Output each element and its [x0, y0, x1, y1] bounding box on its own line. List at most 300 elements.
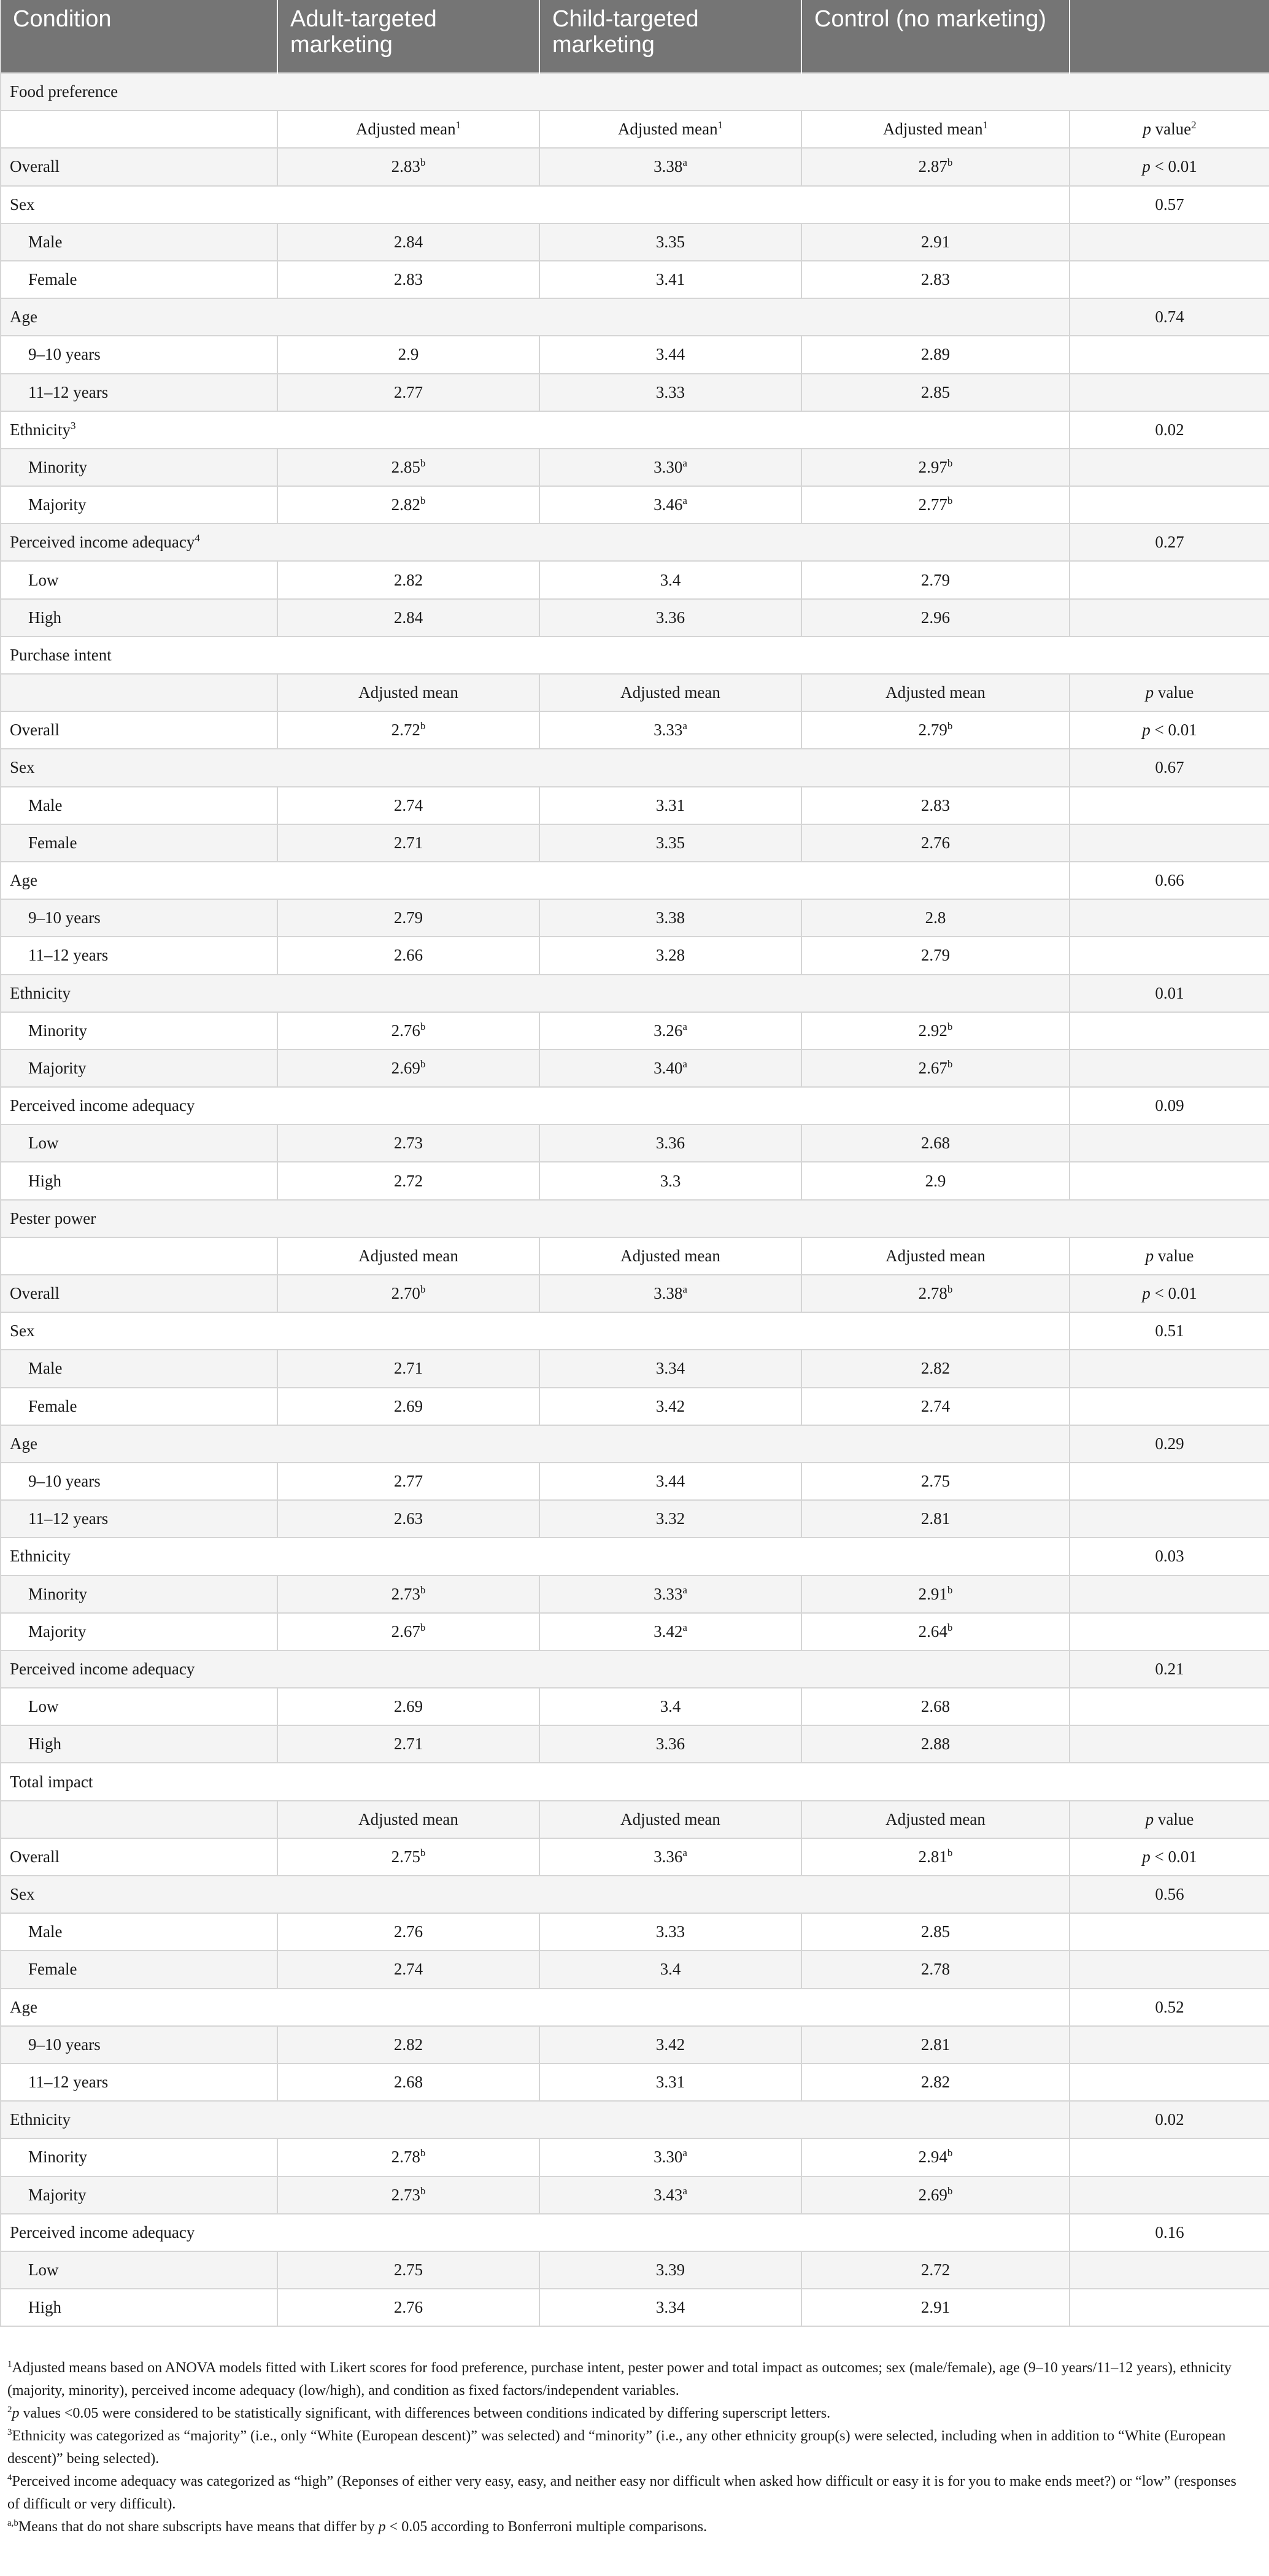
subheader-row	[1, 1801, 1269, 1838]
subheader-adjusted-mean	[801, 1237, 1070, 1275]
adjusted-mean-value: 2.89	[920, 345, 951, 364]
adjusted-mean-value: 3.42	[655, 1396, 685, 1415]
adult-mean-cell	[277, 711, 539, 749]
row-label-text: 11–12 years	[28, 1509, 109, 1528]
subheader-empty-cell	[1, 1237, 277, 1275]
row-label	[1, 486, 277, 524]
footnote-text: < 0.05 according to Bonferroni multiple comparisons.	[385, 2519, 708, 2535]
adjusted-mean-value: 2.66	[393, 946, 423, 965]
group-row	[1, 2214, 1269, 2251]
adult-mean-cell	[277, 2289, 539, 2326]
adjusted-mean-value: 2.79	[920, 946, 951, 965]
child-mean-cell	[539, 1725, 801, 1763]
control-mean-cell	[801, 2251, 1070, 2289]
p-value: 0.57	[1155, 195, 1184, 214]
significance-letter: b	[420, 1020, 426, 1032]
significance-letter: b	[947, 1846, 953, 1859]
overall-row	[1, 1275, 1269, 1312]
adjusted-mean-value: 2.96	[920, 608, 951, 627]
adjusted-mean-value: 3.33	[654, 1584, 683, 1603]
control-mean-cell	[801, 1350, 1070, 1387]
adult-mean-cell	[277, 1688, 539, 1725]
subgroup-row	[1, 1350, 1269, 1387]
adjusted-mean-value: 2.68	[920, 1134, 951, 1153]
row-label	[1, 561, 277, 598]
significance-letter: b	[420, 2184, 426, 2197]
row-label	[1, 937, 277, 974]
p-value-cell	[1070, 975, 1269, 1012]
significance-letter: a	[682, 720, 687, 732]
subheader-p-italic: p	[1143, 120, 1151, 139]
subheader-empty-cell	[1, 110, 277, 148]
subheader-label: value	[1157, 683, 1194, 702]
adult-mean-cell	[277, 1613, 539, 1650]
adjusted-mean-value: 2.68	[393, 2073, 423, 2092]
row-label-text: Male	[28, 1359, 63, 1378]
row-label-text: 11–12 years	[28, 382, 109, 401]
adjusted-mean-value: 2.69	[393, 1396, 423, 1415]
header-child-targeted-label: Child-targeted marketing	[552, 6, 699, 58]
control-mean-cell	[801, 937, 1070, 974]
adjusted-mean-value: 2.69	[393, 1697, 423, 1716]
adult-mean-cell	[277, 1388, 539, 1425]
footnote-mark: 3	[7, 2427, 12, 2437]
header-pvalue	[1070, 0, 1269, 73]
subheader-label: Adjusted mean	[358, 683, 458, 702]
adult-mean-cell	[277, 449, 539, 486]
row-label-text: Male	[28, 1922, 63, 1941]
subheader-label: Adjusted mean	[620, 1246, 720, 1265]
subgroup-row	[1, 561, 1269, 598]
table-body	[1, 73, 1269, 2326]
group-label	[1, 298, 1070, 336]
significance-letter: b	[420, 1058, 426, 1070]
child-mean-cell	[539, 824, 801, 862]
row-label-text: Low	[28, 2260, 59, 2279]
p-value-cell	[1070, 561, 1269, 598]
p-value: < 0.01	[1154, 157, 1197, 176]
subgroup-row	[1, 1913, 1269, 1951]
row-label-text: Low	[28, 1697, 59, 1716]
adjusted-mean-value: 2.63	[393, 1509, 423, 1528]
footnote	[0, 2402, 1264, 2425]
group-label-text: Age	[10, 1997, 37, 2016]
p-value-cell	[1070, 937, 1269, 974]
adjusted-mean-value: 2.73	[391, 1584, 420, 1603]
adjusted-mean-value: 2.82	[393, 570, 423, 589]
subheader-label: Adjusted mean	[882, 120, 983, 139]
subheader-row	[1, 1237, 1269, 1275]
child-mean-cell	[539, 2289, 801, 2326]
subheader-adjusted-mean	[801, 1801, 1070, 1838]
significance-letter: b	[420, 2147, 426, 2159]
footnote-marker: 2	[1191, 119, 1197, 131]
row-label	[1, 1350, 277, 1387]
significance-letter: b	[420, 1283, 426, 1296]
p-value-cell	[1070, 1688, 1269, 1725]
row-label-text: Minority	[28, 1584, 88, 1603]
footnote-marker: 3	[70, 419, 76, 431]
section-title-text: Food preference	[10, 82, 118, 101]
significance-letter: b	[420, 720, 426, 732]
adjusted-mean-value: 2.79	[393, 908, 423, 927]
row-label	[1, 1688, 277, 1725]
row-label-text: Majority	[28, 2185, 87, 2204]
row-label	[1, 2251, 277, 2289]
footnote-mark: 1	[7, 2359, 12, 2369]
child-mean-cell	[539, 486, 801, 524]
significance-letter: b	[420, 1584, 426, 1596]
control-mean-cell	[801, 599, 1070, 636]
adult-mean-cell	[277, 1463, 539, 1500]
subgroup-row	[1, 1951, 1269, 1988]
adult-mean-cell	[277, 2251, 539, 2289]
control-mean-cell	[801, 787, 1070, 824]
p-value-cell	[1070, 1087, 1269, 1124]
subgroup-row	[1, 787, 1269, 824]
subgroup-row	[1, 2176, 1269, 2214]
adjusted-mean-value: 3.35	[655, 833, 685, 852]
adjusted-mean-value: 2.85	[391, 457, 420, 476]
significance-letter: b	[947, 157, 953, 169]
adjusted-mean-value: 2.76	[391, 1021, 420, 1040]
row-label	[1, 449, 277, 486]
row-label-text: Low	[28, 1134, 59, 1153]
adjusted-mean-value: 3.38	[654, 1284, 683, 1303]
p-value-cell	[1070, 2101, 1269, 2138]
subheader-label: Adjusted mean	[620, 1809, 720, 1828]
subgroup-row	[1, 374, 1269, 411]
adjusted-mean-value: 2.74	[920, 1396, 951, 1415]
adjusted-mean-value: 3.31	[655, 2073, 685, 2092]
row-label-text: 9–10 years	[28, 345, 101, 364]
control-mean-cell	[801, 449, 1070, 486]
section-title-text: Total impact	[10, 1772, 93, 1791]
subgroup-row	[1, 1463, 1269, 1500]
adjusted-mean-value: 2.83	[920, 795, 951, 814]
p-value: 0.02	[1155, 2110, 1184, 2129]
adjusted-mean-value: 3.26	[654, 1021, 683, 1040]
control-mean-cell	[801, 148, 1070, 185]
row-label-text: High	[28, 1171, 61, 1190]
adjusted-mean-value: 2.71	[393, 1735, 423, 1754]
p-italic: p	[1142, 157, 1151, 176]
p-value: 0.01	[1155, 983, 1184, 1002]
adjusted-mean-value: 2.85	[920, 1922, 951, 1941]
significance-letter: b	[947, 720, 953, 732]
adult-mean-cell	[277, 1275, 539, 1312]
header-control-label: Control (no marketing)	[814, 6, 1047, 32]
group-row	[1, 862, 1269, 899]
group-row	[1, 1989, 1269, 2026]
adult-mean-cell	[277, 148, 539, 185]
adjusted-mean-value: 2.75	[391, 1847, 420, 1866]
significance-letter: a	[682, 495, 687, 507]
child-mean-cell	[539, 1688, 801, 1725]
subheader-empty-cell	[1, 674, 277, 711]
adjusted-mean-value: 2.94	[918, 2148, 947, 2167]
section-title	[1, 636, 1269, 674]
subheader-adjusted-mean	[539, 674, 801, 711]
row-label	[1, 2064, 277, 2101]
significance-letter: b	[420, 1846, 426, 1859]
adjusted-mean-value: 2.91	[920, 232, 951, 251]
row-label	[1, 787, 277, 824]
adjusted-mean-value: 2.69	[391, 1058, 420, 1077]
p-value-cell	[1070, 2026, 1269, 2064]
child-mean-cell	[539, 1576, 801, 1613]
p-value-cell	[1070, 186, 1269, 223]
control-mean-cell	[801, 374, 1070, 411]
adjusted-mean-value: 2.79	[920, 570, 951, 589]
adult-mean-cell	[277, 2064, 539, 2101]
row-label	[1, 336, 277, 373]
adult-mean-cell	[277, 1725, 539, 1763]
subgroup-row	[1, 599, 1269, 636]
adjusted-mean-value: 3.36	[655, 1134, 685, 1153]
subgroup-row	[1, 937, 1269, 974]
group-label-text: Age	[10, 307, 37, 327]
p-value: < 0.01	[1154, 721, 1197, 740]
adjusted-mean-value: 3.44	[655, 345, 685, 364]
row-label	[1, 2289, 277, 2326]
p-value: 0.67	[1155, 758, 1184, 777]
child-mean-cell	[539, 1388, 801, 1425]
adjusted-mean-value: 2.68	[920, 1697, 951, 1716]
adjusted-mean-value: 2.83	[920, 270, 951, 289]
section-row	[1, 1763, 1269, 1800]
group-label	[1, 1876, 1070, 1913]
child-mean-cell	[539, 1124, 801, 1162]
p-value-cell	[1070, 2138, 1269, 2176]
adjusted-mean-value: 2.92	[918, 1021, 947, 1040]
p-value-cell	[1070, 749, 1269, 786]
control-mean-cell	[801, 2026, 1070, 2064]
adult-mean-cell	[277, 1124, 539, 1162]
adjusted-mean-value: 3.44	[655, 1472, 685, 1491]
adult-mean-cell	[277, 2176, 539, 2214]
significance-letter: b	[420, 1621, 426, 1633]
significance-letter: a	[682, 2184, 687, 2197]
adjusted-mean-value: 3.36	[655, 1735, 685, 1754]
adjusted-mean-value: 2.71	[393, 833, 423, 852]
subheader-adjusted-mean	[277, 1237, 539, 1275]
control-mean-cell	[801, 824, 1070, 862]
subgroup-row	[1, 1012, 1269, 1050]
significance-letter: a	[682, 1846, 687, 1859]
adjusted-mean-value: 3.4	[660, 1697, 681, 1716]
p-value-cell	[1070, 2289, 1269, 2326]
p-value-cell	[1070, 411, 1269, 449]
adult-mean-cell	[277, 899, 539, 937]
row-label	[1, 374, 277, 411]
control-mean-cell	[801, 2289, 1070, 2326]
significance-letter: b	[947, 1283, 953, 1296]
p-value-cell	[1070, 2064, 1269, 2101]
adjusted-mean-value: 2.76	[393, 1922, 423, 1941]
row-label	[1, 1012, 277, 1050]
subheader-pvalue	[1070, 110, 1269, 148]
p-value-cell	[1070, 2214, 1269, 2251]
row-label	[1, 1050, 277, 1087]
group-label-text: Ethnicity	[10, 420, 71, 439]
row-label	[1, 1913, 277, 1951]
footnote-text: Means that do not share subscripts have means that differ by	[18, 2519, 379, 2535]
subgroup-row	[1, 1162, 1269, 1199]
adult-mean-cell	[277, 824, 539, 862]
section-row	[1, 73, 1269, 110]
p-value-cell	[1070, 1989, 1269, 2026]
subheader-adjusted-mean	[277, 1801, 539, 1838]
adjusted-mean-value: 2.82	[920, 2073, 951, 2092]
subgroup-row	[1, 2289, 1269, 2326]
row-label	[1, 2176, 277, 2214]
row-label-text: Male	[28, 232, 63, 251]
p-value-cell	[1070, 1388, 1269, 1425]
p-value-cell	[1070, 787, 1269, 824]
p-value: 0.51	[1155, 1321, 1184, 1340]
subgroup-row	[1, 261, 1269, 298]
subheader-pvalue	[1070, 1237, 1269, 1275]
adjusted-mean-value: 2.87	[918, 157, 947, 176]
adjusted-mean-value: 2.81	[920, 1509, 951, 1528]
p-value-cell	[1070, 486, 1269, 524]
footnote	[0, 2470, 1264, 2516]
child-mean-cell	[539, 374, 801, 411]
group-row	[1, 2101, 1269, 2138]
adjusted-mean-value: 3.31	[655, 795, 685, 814]
control-mean-cell	[801, 261, 1070, 298]
p-value: 0.74	[1155, 307, 1184, 327]
significance-letter: b	[947, 495, 953, 507]
child-mean-cell	[539, 1951, 801, 1988]
significance-letter: b	[947, 2184, 953, 2197]
row-label-text: Female	[28, 270, 77, 289]
subheader-adjusted-mean	[539, 1801, 801, 1838]
child-mean-cell	[539, 787, 801, 824]
child-mean-cell	[539, 1500, 801, 1537]
group-row	[1, 411, 1269, 449]
footnote-italic: p	[12, 2405, 20, 2421]
child-mean-cell	[539, 1350, 801, 1387]
row-label-text: Minority	[28, 1021, 88, 1040]
footnote	[0, 2425, 1264, 2470]
p-value-cell	[1070, 374, 1269, 411]
p-value-cell	[1070, 2251, 1269, 2289]
adjusted-mean-value: 2.77	[918, 495, 947, 514]
row-label-text: Majority	[28, 1622, 87, 1641]
adjusted-mean-value: 3.33	[654, 721, 683, 740]
footnote-marker: 1	[982, 119, 989, 131]
header-condition	[1, 0, 277, 73]
adjusted-mean-value: 2.82	[393, 2035, 423, 2054]
row-label-text: Overall	[10, 157, 60, 176]
child-mean-cell	[539, 1913, 801, 1951]
row-label-text: Majority	[28, 495, 87, 514]
p-value-cell	[1070, 336, 1269, 373]
subgroup-row	[1, 449, 1269, 486]
child-mean-cell	[539, 1162, 801, 1199]
row-label-text: High	[28, 2298, 61, 2317]
significance-letter: a	[682, 2147, 687, 2159]
control-mean-cell	[801, 1838, 1070, 1876]
child-mean-cell	[539, 711, 801, 749]
adjusted-mean-value: 3.30	[654, 2148, 683, 2167]
table-footnotes	[0, 2357, 1264, 2539]
subheader-label: Adjusted mean	[620, 683, 720, 702]
adjusted-mean-value: 2.69	[918, 2185, 947, 2204]
row-label	[1, 1275, 277, 1312]
adjusted-mean-value: 2.72	[393, 1171, 423, 1190]
p-value-cell	[1070, 223, 1269, 261]
adjusted-mean-value: 3.46	[654, 495, 683, 514]
subgroup-row	[1, 1576, 1269, 1613]
subheader-label: Adjusted mean	[358, 1246, 458, 1265]
adjusted-mean-value: 2.83	[391, 157, 420, 176]
row-label	[1, 1951, 277, 1988]
header-adult-targeted	[277, 0, 539, 73]
row-label-text: Overall	[10, 721, 60, 740]
adjusted-mean-value: 3.38	[655, 908, 685, 927]
row-label	[1, 223, 277, 261]
subheader-label: Adjusted mean	[885, 1809, 986, 1828]
group-row	[1, 1876, 1269, 1913]
child-mean-cell	[539, 223, 801, 261]
row-label-text: Male	[28, 795, 63, 814]
adult-mean-cell	[277, 1050, 539, 1087]
control-mean-cell	[801, 1951, 1070, 1988]
row-label	[1, 1576, 277, 1613]
adjusted-mean-value: 2.77	[393, 1472, 423, 1491]
p-value-cell	[1070, 1876, 1269, 1913]
adult-mean-cell	[277, 336, 539, 373]
header-control	[801, 0, 1070, 73]
child-mean-cell	[539, 449, 801, 486]
p-value-cell	[1070, 1613, 1269, 1650]
subgroup-row	[1, 486, 1269, 524]
adjusted-mean-value: 3.38	[654, 157, 683, 176]
p-value-cell	[1070, 1050, 1269, 1087]
subheader-p-italic: p	[1145, 683, 1154, 702]
subheader-label: value	[1157, 1809, 1194, 1828]
adjusted-mean-value: 3.34	[655, 2298, 685, 2317]
footnote-marker: 4	[195, 532, 200, 544]
adult-mean-cell	[277, 2138, 539, 2176]
p-value: 0.52	[1155, 1997, 1184, 2016]
adjusted-mean-value: 2.70	[391, 1284, 420, 1303]
group-row	[1, 1312, 1269, 1350]
section-title	[1, 73, 1269, 110]
child-mean-cell	[539, 937, 801, 974]
adjusted-mean-value: 2.82	[391, 495, 420, 514]
control-mean-cell	[801, 1388, 1070, 1425]
adjusted-mean-value: 2.67	[391, 1622, 420, 1641]
adjusted-mean-value: 2.78	[391, 2148, 420, 2167]
subgroup-row	[1, 1688, 1269, 1725]
header-pvalue-label	[1082, 0, 1269, 6]
control-mean-cell	[801, 1613, 1070, 1650]
adult-mean-cell	[277, 1913, 539, 1951]
p-value-cell	[1070, 524, 1269, 561]
section-title-text: Purchase intent	[10, 645, 112, 664]
p-value-cell	[1070, 899, 1269, 937]
significance-letter: b	[947, 457, 953, 469]
p-value-cell	[1070, 1012, 1269, 1050]
footnote	[0, 2357, 1264, 2402]
adjusted-mean-value: 2.78	[918, 1284, 947, 1303]
adjusted-mean-value: 3.30	[654, 457, 683, 476]
adjusted-mean-value: 3.42	[655, 2035, 685, 2054]
